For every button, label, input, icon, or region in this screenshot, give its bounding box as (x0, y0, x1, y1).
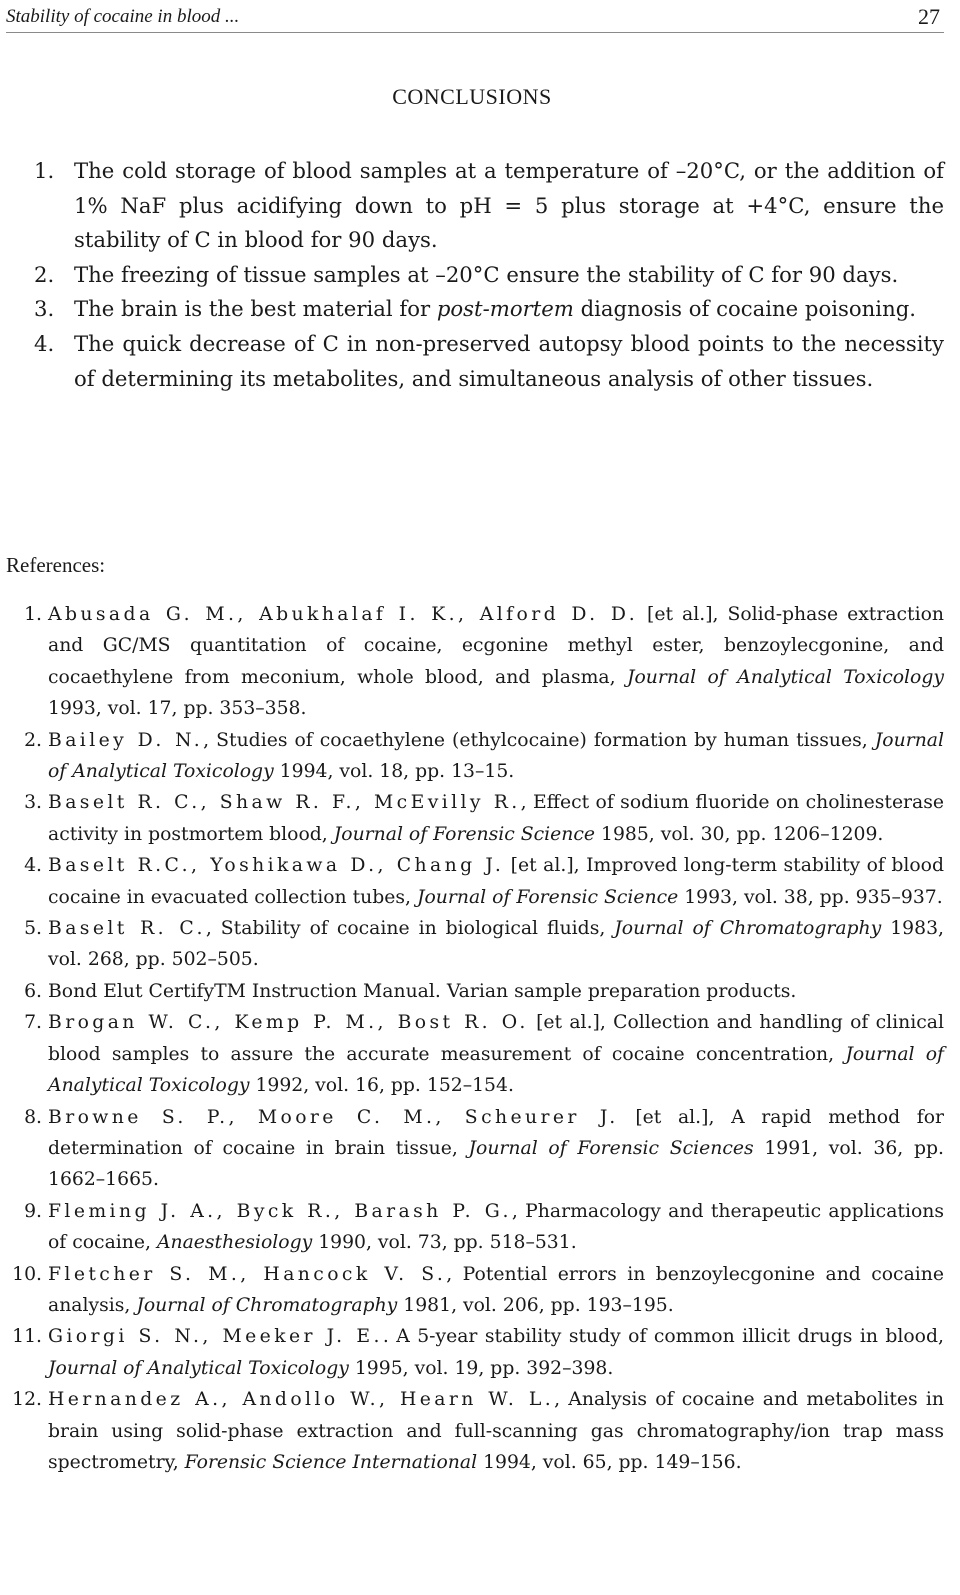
reference-text: [et al.], Collection and handling of clinical blood samples to assure the accurate measurement of cocaine concentration, (48, 1012, 944, 1065)
reference-item (6, 599, 944, 725)
reference-text: [et al.], Improved long-term stability of blood cocaine in evacuated collection tubes, (48, 855, 944, 908)
reference-journal: Journal of Analytical Toxicology (48, 1043, 944, 1097)
reference-details: 1981, vol. 206, pp. 193–195. (397, 1294, 674, 1316)
conclusion-item (34, 292, 944, 327)
reference-authors: Hernandez A., Andollo W., Hearn W. L. (48, 1389, 555, 1411)
reference-authors: Baselt R.C., Yoshikawa D., Chang J. (48, 855, 505, 877)
conclusion-text: The brain is the best material for (74, 296, 437, 322)
reference-details: 1991, vol. 36, pp. 1662–1665. (48, 1137, 944, 1191)
conclusion-item (34, 327, 944, 396)
reference-item (6, 1384, 944, 1478)
reference-authors: Bailey D. N. (48, 729, 204, 751)
reference-number: 8. (24, 1106, 42, 1128)
reference-journal: Journal of Forensic Science (416, 886, 679, 908)
reference-item (6, 1196, 944, 1259)
references-list (6, 599, 944, 1478)
reference-text: . A 5-year stability study of common illicit drugs in blood, (382, 1326, 944, 1348)
reference-details: 1993, vol. 17, pp. 353–358. (48, 698, 307, 720)
reference-journal: Journal of Analytical Toxicology (48, 1357, 349, 1379)
conclusion-number: 2. (34, 261, 55, 287)
reference-details: 1983, vol. 268, pp. 502–505. (48, 918, 944, 971)
conclusion-number: 4. (34, 330, 55, 356)
reference-number: 11. (12, 1326, 42, 1348)
reference-journal: Forensic Science International (184, 1451, 478, 1473)
reference-authors: Baselt R. C. (48, 918, 206, 940)
reference-authors: Fleming J. A., Byck R., Barash P. G. (48, 1200, 512, 1222)
reference-authors: Giorgi S. N., Meeker J. E. (48, 1326, 383, 1348)
reference-journal: Journal of Forensic Science (333, 823, 596, 845)
reference-text: , Analysis of cocaine and metabolites in brain using solid-phase extraction and full-scanning gas chromatography/ion trap mass spectrometry, (48, 1389, 944, 1473)
conclusions-list (34, 154, 944, 396)
conclusion-number: 1. (34, 158, 55, 183)
reference-text: , Stability of cocaine in biological fluids, (205, 918, 615, 940)
reference-item (6, 787, 944, 850)
conclusion-text: diagnosis of cocaine poisoning. (573, 296, 917, 322)
conclusion-item (34, 154, 944, 258)
reference-authors: Brogan W. C., Kemp P. M., Bost R. O. (48, 1012, 529, 1034)
conclusion-text: The cold storage of blood samples at a temperature of –20°C, or the addition of 1% NaF plus acidifying down to pH = 5 plus storage at +4°C, ensure the stability of C in blood for 90 days. (74, 158, 944, 253)
reference-item (6, 1259, 944, 1322)
reference-text: Bond Elut CertifyTM Instruction Manual. Varian sample preparation products. (48, 980, 797, 1002)
reference-number: 9. (24, 1200, 42, 1222)
references-heading: References: (6, 553, 106, 577)
reference-item (6, 1102, 944, 1196)
conclusion-number: 3. (34, 296, 55, 322)
conclusion-italic-term: post-mortem (436, 296, 574, 322)
reference-authors: Abusada G. M., Abukhalaf I. K., Alford D. D. (48, 604, 639, 625)
reference-journal: Journal of Chromatography (136, 1294, 398, 1316)
reference-item (6, 1321, 944, 1384)
reference-journal: Journal of Forensic Sciences (468, 1137, 754, 1159)
conclusion-text: The quick decrease of C in non-preserved autopsy blood points to the necessity of determining its metabolites, and simultaneous analysis of other tissues. (74, 330, 944, 391)
reference-text: , Studies of cocaethylene (ethylcocaine) formation by human tissues, (203, 729, 875, 751)
reference-text: , Pharmacology and therapeutic applications of cocaine, (48, 1200, 944, 1254)
reference-item (6, 850, 944, 913)
reference-number: 4. (24, 855, 42, 877)
reference-item (6, 725, 944, 788)
conclusion-text: The freezing of tissue samples at –20°C ensure the stability of C for 90 days. (74, 261, 899, 287)
reference-journal: Anaesthesiology (156, 1232, 313, 1254)
reference-details: 1992, vol. 16, pp. 152–154. (249, 1075, 514, 1097)
reference-text: [et al.], Solid-phase extraction and GC/MS quantitation of cocaine, ecgonine methyl ester, benzoylecgonine, and cocaethylene from meconium, whole blood, and plasma, (48, 604, 944, 688)
reference-journal: Journal of Analytical Toxicology (48, 729, 944, 783)
reference-item (6, 976, 944, 1007)
reference-details: 1990, vol. 73, pp. 518–531. (312, 1232, 577, 1254)
reference-number: 7. (24, 1012, 42, 1034)
section-heading: CONCLUSIONS (392, 84, 552, 109)
reference-text: , Potential errors in benzoylecgonine and cocaine analysis, (48, 1263, 944, 1316)
reference-item (6, 1007, 944, 1101)
reference-details: 1995, vol. 19, pp. 392–398. (348, 1357, 614, 1379)
reference-number: 3. (24, 792, 42, 814)
reference-details: 1985, vol. 30, pp. 1206–1209. (595, 823, 884, 845)
reference-number: 6. (24, 980, 42, 1002)
reference-item (6, 913, 944, 976)
reference-authors: Fletcher S. M., Hancock V. S. (48, 1263, 447, 1285)
running-title: Stability of cocaine in blood ... (6, 6, 240, 27)
reference-number: 1. (24, 604, 42, 625)
reference-text: , Effect of sodium fluoride on cholinesterase activity in postmortem blood, (48, 792, 944, 845)
running-header (6, 4, 944, 33)
reference-details: 1993, vol. 38, pp. 935–937. (678, 886, 943, 908)
page-number: 27 (918, 4, 940, 29)
reference-number: 5. (24, 918, 42, 940)
reference-authors: Browne S. P., Moore C. M., Scheurer J. (48, 1106, 619, 1128)
reference-journal: Journal of Analytical Toxicology (626, 666, 944, 688)
reference-authors: Baselt R. C., Shaw R. F., McEvilly R. (48, 792, 521, 814)
reference-number: 12. (12, 1389, 42, 1411)
reference-details: 1994, vol. 65, pp. 149–156. (477, 1451, 742, 1473)
reference-text: [et al.], A rapid method for determination of cocaine in brain tissue, (48, 1106, 944, 1159)
conclusion-item (34, 258, 944, 293)
reference-details: 1994, vol. 18, pp. 13–15. (273, 761, 515, 783)
reference-number: 2. (24, 729, 42, 751)
reference-number: 10. (12, 1263, 42, 1285)
reference-journal: Journal of Chromatography (614, 918, 882, 940)
